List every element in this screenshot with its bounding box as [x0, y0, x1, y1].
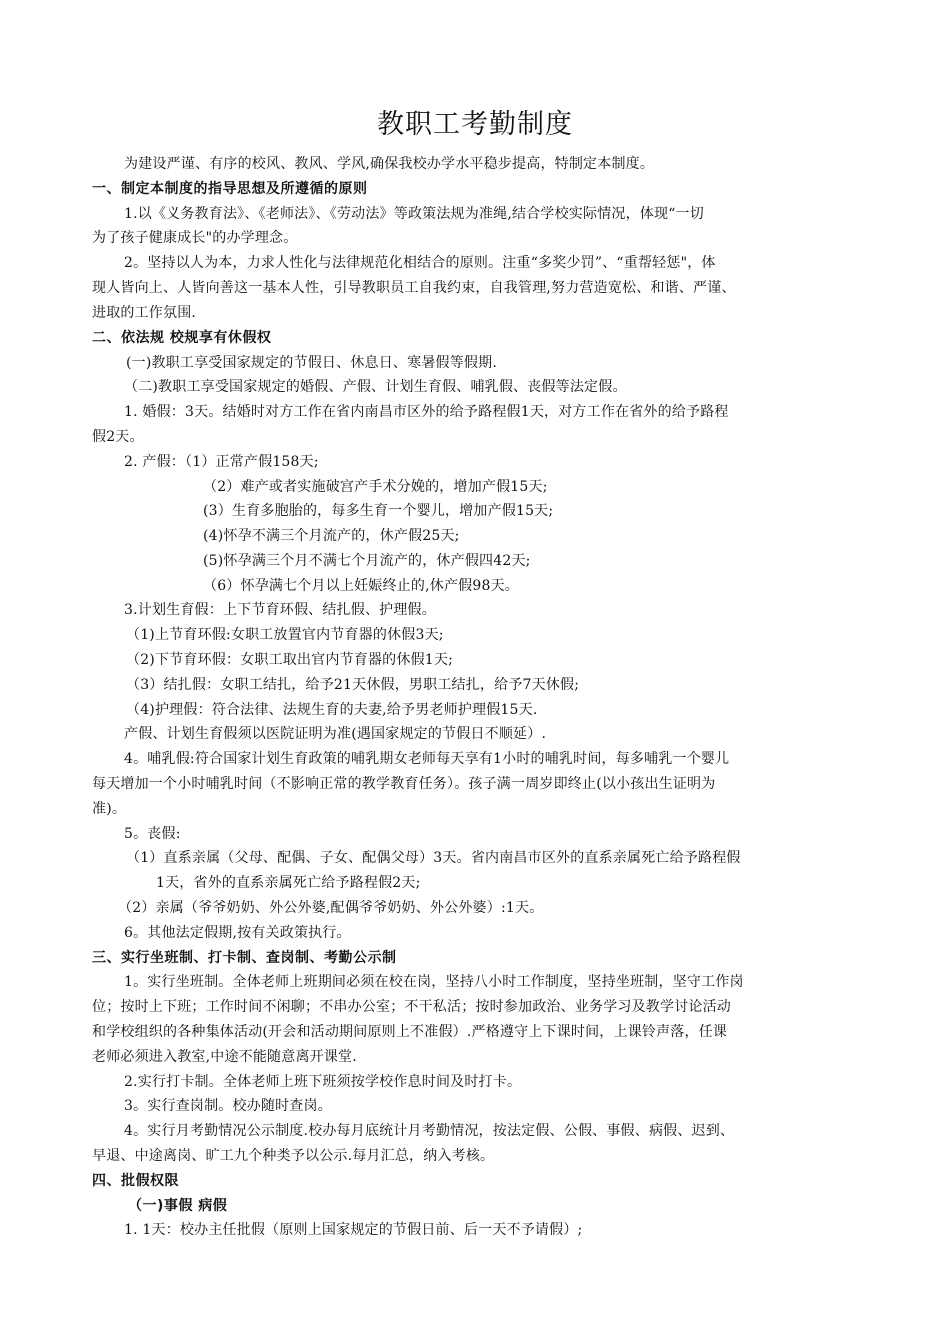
section-1-heading: 一、制定本制度的指导思想及所遵循的原则	[92, 181, 368, 197]
bereavement-item-2: （2）亲属（爷爷奶奶、外公外婆,配偶爷爷奶奶、外公外婆）:1天。	[118, 900, 544, 916]
nursing-leave-line-1: 4。哺乳假:符合国家计划生育政策的哺乳期女老师每天享有1小时的哺乳时间，每多哺乳一个婴儿	[124, 751, 730, 767]
family-planning-item-1: （1)上节育环假:女职工放置官内节育器的休假3天;	[126, 627, 444, 643]
s1-item-1-line-1: 1.以《义务教育法》、《老师法》、《劳动法》等政策法规为准绳,结合学校实际情况，体现“一切	[124, 206, 704, 222]
section-4-heading: 四、批假权限	[92, 1173, 179, 1189]
nursing-leave-line-2: 每天增加一个小时哺乳时间（不影响正常的教学教育任务）。孩子满一周岁即终止(以小孩出生证明为	[92, 776, 716, 792]
bereavement-leave: 5。丧假:	[124, 826, 181, 842]
family-planning-item-2: （2)下节育环假：女职工取出官内节育器的休假1天;	[126, 652, 453, 668]
family-planning-item-3: （3）结扎假：女职工结扎，给予21天休假，男职工结扎，给予7天休假;	[126, 677, 580, 693]
maternity-leave-4: (4)怀孕不满三个月流产的，休产假25天;	[203, 528, 460, 544]
s3-item-2: 2.实行打卡制。全体老师上班下班须按学校作息时间及时打卡。	[124, 1074, 522, 1090]
bereavement-item-1-line-1: （1）直系亲属（父母、配偶、子女、配偶父母）3天。省内南昌市区外的直系亲属死亡给予路程假	[126, 850, 741, 866]
maternity-leave-3: (3）生育多胞胎的，每多生育一个婴儿，增加产假15天;	[203, 503, 554, 519]
bereavement-item-1-line-2: 1天，省外的直系亲属死亡给予路程假2天;	[156, 875, 421, 891]
section-4-subheading: （一)事假 病假	[128, 1198, 228, 1214]
marriage-leave-line-2: 假2天。	[92, 429, 144, 445]
maternity-leave-6: （6）怀孕满七个月以上妊娠终止的,休产假98天。	[203, 578, 519, 594]
maternity-leave-1: 2. 产假：（1）正常产假158天;	[124, 454, 319, 470]
s1-item-2-line-1: 2。坚持以人为本，力求人性化与法律规范化相结合的原则。注重“多奖少罚”、“重帮轻惩"，体	[124, 255, 716, 271]
s3-item-4-line-2: 早退、中途离岗、旷工九个种类予以公示.每月汇总，纳入考核。	[92, 1148, 495, 1164]
marriage-leave-line-1: 1. 婚假：3天。结婚时对方工作在省内南昌市区外的给予路程假1天，对方工作在省外的给予路程	[124, 404, 729, 420]
family-planning-leave: 3.计划生育假：上下节育环假、结扎假、护理假。	[124, 602, 436, 618]
maternity-leave-5: (5)怀孕满三个月不满七个月流产的，休产假四42天;	[203, 553, 531, 569]
s2-item-b: （二)教职工享受国家规定的婚假、产假、计划生育假、哺乳假、丧假等法定假。	[124, 379, 627, 395]
s1-item-1-line-2: 为了孩子健康成长"的办学理念。	[92, 230, 298, 246]
maternity-leave-2: （2）难产或者实施破宫产手术分娩的，增加产假15天;	[203, 479, 548, 495]
section-2-heading: 二、依法规 校规享有休假权	[92, 330, 272, 346]
s3-item-4-line-1: 4。实行月考勤情况公示制度.校办每月底统计月考勤情况，按法定假、公假、事假、病假、迟到、	[124, 1123, 735, 1139]
s3-item-1-line-4: 老师必须进入教室,中途不能随意离开课堂.	[92, 1049, 357, 1065]
s1-item-2-line-3: 进取的工作氛围.	[92, 305, 197, 321]
section-3-heading: 三、实行坐班制、打卡制、查岗制、考勤公示制	[92, 950, 397, 966]
s3-item-1-line-1: 1。实行坐班制。全体老师上班期间必须在校在岗，坚持八小时工作制度，坚持坐班制，坚守工作岗	[124, 974, 744, 990]
nursing-leave-line-3: 准)。	[92, 801, 127, 817]
s4-item-1: 1. 1天：校办主任批假（原则上国家规定的节假日前、后一天不予请假）;	[124, 1222, 583, 1238]
s3-item-3: 3。实行查岗制。校办随时查岗。	[124, 1098, 332, 1114]
s3-item-1-line-2: 位；按时上下班；工作时间不闲聊；不串办公室；不干私活；按时参加政治、业务学习及教学讨论活动	[92, 999, 731, 1015]
intro-paragraph: 为建设严谨、有序的校风、教风、学风,确保我校办学水平稳步提高，特制定本制度。	[124, 156, 655, 172]
family-planning-note: 产假、计划生育假须以医院证明为准(遇国家规定的节假日不顺延）.	[124, 726, 547, 742]
family-planning-item-4: （4)护理假：符合法律、法规生育的夫妻,给予男老师护理假15天.	[126, 702, 538, 718]
s1-item-2-line-2: 现人皆向上、人皆向善这一基本人性，引导教职员工自我约束，自我管理,努力营造宽松、和谐、严谨、	[92, 280, 736, 296]
document-title: 教职工考勤制度	[377, 109, 573, 140]
s2-item-a: (一)教职工享受国家规定的节假日、休息日、寒暑假等假期.	[126, 355, 497, 371]
s3-item-1-line-3: 和学校组织的各种集体活动(开会和活动期间原则上不准假）.严格遵守上下课时间，上课铃声落，任课	[92, 1024, 728, 1040]
other-statutory-leave: 6。其他法定假期,按有关政策执行。	[124, 925, 351, 941]
